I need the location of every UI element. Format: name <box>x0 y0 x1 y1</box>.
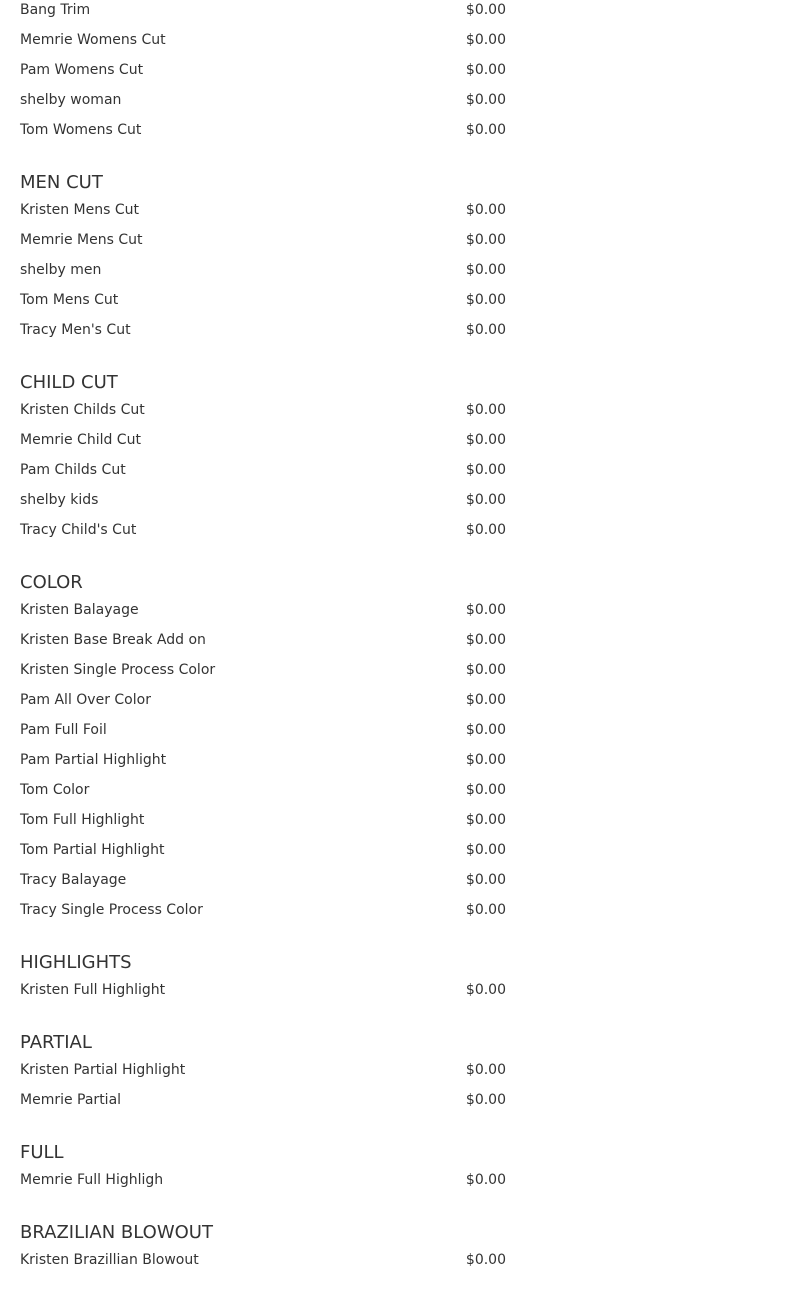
service-name: Pam Partial Highlight <box>20 752 167 768</box>
service-row <box>20 745 506 775</box>
service-name: Pam All Over Color <box>20 692 151 708</box>
service-name: Tracy Single Process Color <box>20 902 203 918</box>
service-price: $0.00 <box>465 902 506 918</box>
service-section <box>20 1141 506 1195</box>
service-name: Pam Womens Cut <box>20 62 144 78</box>
service-price: $0.00 <box>465 492 506 508</box>
section-heading: PARTIAL <box>20 1032 92 1053</box>
service-row <box>20 255 506 285</box>
service-row <box>20 775 506 805</box>
section-heading: MEN CUT <box>20 172 103 193</box>
service-price: $0.00 <box>465 202 506 218</box>
service-price: $0.00 <box>465 32 506 48</box>
service-row <box>20 685 506 715</box>
service-price: $0.00 <box>465 812 506 828</box>
service-price: $0.00 <box>465 432 506 448</box>
service-row <box>20 225 506 255</box>
service-row <box>20 315 506 345</box>
service-price: $0.00 <box>465 662 506 678</box>
service-row <box>20 425 506 455</box>
service-name: Bang Trim <box>20 2 91 18</box>
service-name: Kristen Full Highlight <box>20 982 166 998</box>
service-price: $0.00 <box>465 122 506 138</box>
service-price: $0.00 <box>465 62 506 78</box>
service-price: $0.00 <box>465 872 506 888</box>
service-name: Kristen Mens Cut <box>20 202 139 218</box>
service-price: $0.00 <box>465 602 506 618</box>
service-name: shelby men <box>20 262 102 278</box>
service-section <box>20 371 506 545</box>
service-name: Kristen Balayage <box>20 602 139 618</box>
service-price: $0.00 <box>465 262 506 278</box>
service-price: $0.00 <box>465 2 506 18</box>
section-heading: FULL <box>20 1142 64 1163</box>
service-price: $0.00 <box>465 722 506 738</box>
service-price: $0.00 <box>465 982 506 998</box>
section-heading: CHILD CUT <box>20 372 118 393</box>
service-name: Tom Partial Highlight <box>20 842 165 858</box>
service-row <box>20 395 506 425</box>
service-row <box>20 0 506 25</box>
service-name: Kristen Single Process Color <box>20 662 216 678</box>
service-row <box>20 1085 506 1115</box>
service-price: $0.00 <box>465 752 506 768</box>
service-name: Kristen Brazillian Blowout <box>20 1252 199 1268</box>
service-row <box>20 1055 506 1085</box>
service-name: shelby kids <box>20 492 99 508</box>
service-price: $0.00 <box>465 292 506 308</box>
service-name: Tracy Child's Cut <box>20 522 137 538</box>
service-section <box>20 171 506 345</box>
service-price: $0.00 <box>465 632 506 648</box>
service-row <box>20 655 506 685</box>
service-section <box>20 1031 506 1115</box>
service-row <box>20 485 506 515</box>
service-row <box>20 1245 506 1275</box>
service-row <box>20 865 506 895</box>
service-price: $0.00 <box>465 1252 506 1268</box>
service-row <box>20 115 506 145</box>
service-row <box>20 85 506 115</box>
service-name: Kristen Base Break Add on <box>20 632 206 648</box>
section-heading: HIGHLIGHTS <box>20 952 132 973</box>
service-name: Tom Womens Cut <box>20 122 142 138</box>
service-price: $0.00 <box>465 402 506 418</box>
service-name: Memrie Child Cut <box>20 432 141 448</box>
service-name: Kristen Partial Highlight <box>20 1062 186 1078</box>
service-row <box>20 1165 506 1195</box>
service-price: $0.00 <box>465 522 506 538</box>
service-section <box>20 951 506 1005</box>
service-section <box>20 1221 506 1275</box>
service-name: Memrie Mens Cut <box>20 232 143 248</box>
service-price-list <box>20 0 506 1301</box>
service-row <box>20 285 506 315</box>
service-row <box>20 895 506 925</box>
section-heading: BRAZILIAN BLOWOUT <box>20 1222 213 1243</box>
service-price: $0.00 <box>465 1062 506 1078</box>
service-row <box>20 715 506 745</box>
service-price: $0.00 <box>465 692 506 708</box>
service-name: Tom Full Highlight <box>20 812 145 828</box>
service-price: $0.00 <box>465 842 506 858</box>
service-row <box>20 25 506 55</box>
service-name: Memrie Partial <box>20 1092 122 1108</box>
service-price: $0.00 <box>465 462 506 478</box>
service-name: Memrie Womens Cut <box>20 32 166 48</box>
service-row <box>20 805 506 835</box>
service-row <box>20 625 506 655</box>
service-name: Kristen Childs Cut <box>20 402 145 418</box>
service-price: $0.00 <box>465 782 506 798</box>
service-name: Memrie Full Highligh <box>20 1172 164 1188</box>
service-name: Pam Full Foil <box>20 722 107 738</box>
service-name: Pam Childs Cut <box>20 462 126 478</box>
service-price: $0.00 <box>465 1092 506 1108</box>
service-name: shelby woman <box>20 92 122 108</box>
service-row <box>20 975 506 1005</box>
service-row <box>20 595 506 625</box>
service-row <box>20 195 506 225</box>
service-price: $0.00 <box>465 322 506 338</box>
service-row <box>20 55 506 85</box>
section-heading: COLOR <box>20 572 83 593</box>
service-name: Tracy Balayage <box>20 872 127 888</box>
service-price: $0.00 <box>465 92 506 108</box>
service-section <box>20 0 506 145</box>
service-section <box>20 571 506 925</box>
service-price: $0.00 <box>465 232 506 248</box>
service-row <box>20 515 506 545</box>
service-name: Tom Mens Cut <box>20 292 119 308</box>
service-price: $0.00 <box>465 1172 506 1188</box>
service-name: Tom Color <box>20 782 90 798</box>
service-row <box>20 835 506 865</box>
service-name: Tracy Men's Cut <box>20 322 131 338</box>
service-row <box>20 455 506 485</box>
